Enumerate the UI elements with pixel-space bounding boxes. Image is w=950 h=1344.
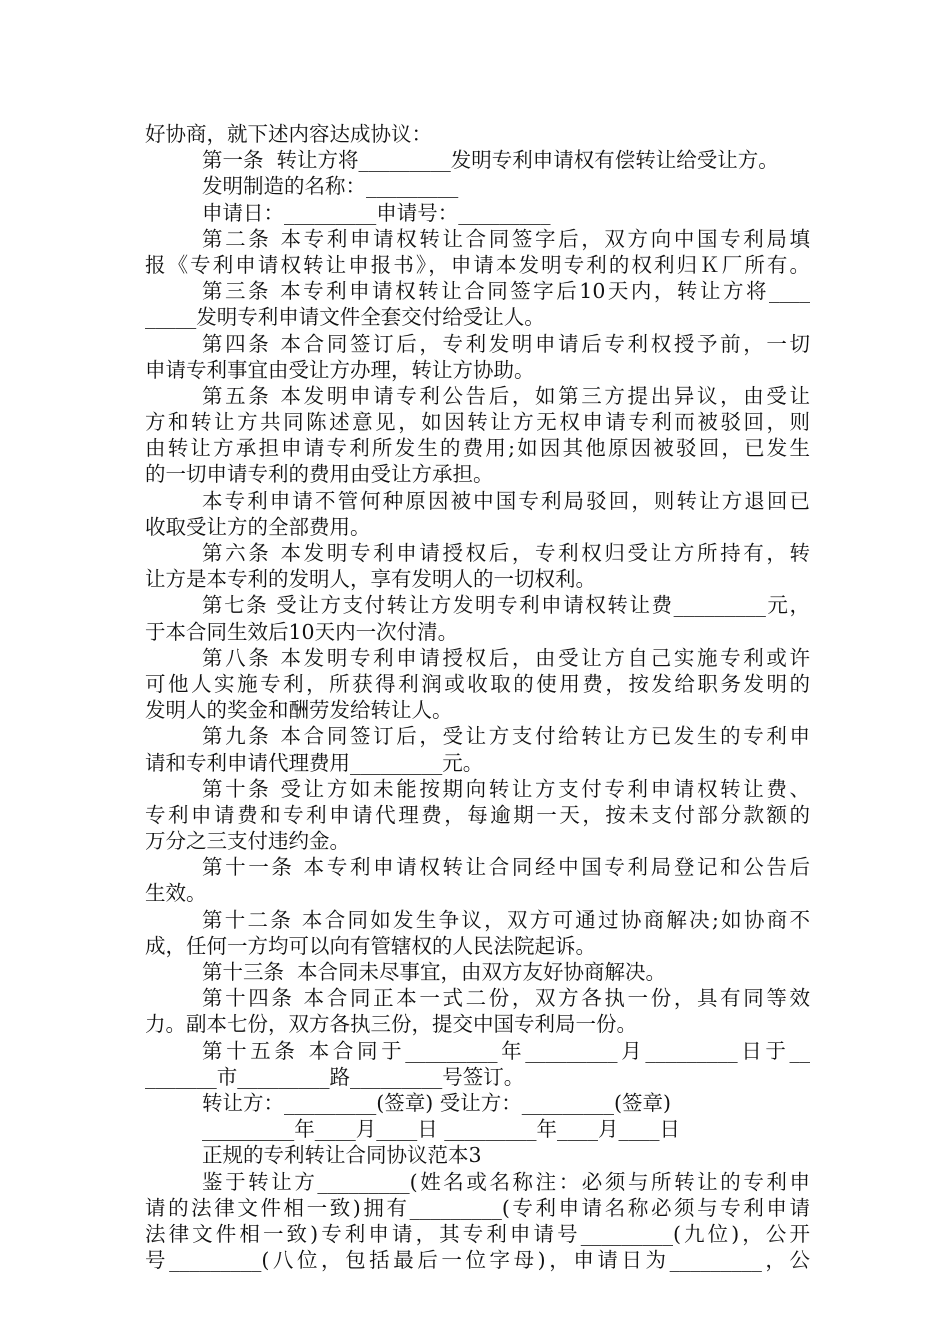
document-line: 第七条 受让方支付转让方发明专利申请权转让费_________元， [202, 593, 810, 618]
document-line: 第八条 本发明专利申请授权后，由受让方自己实施专利或许 [202, 645, 810, 670]
contract-document [145, 121, 810, 1273]
document-line: 第十三条 本合同未尽事宜，由双方友好协商解决。 [202, 960, 667, 984]
document-line: 于本合同生效后10天内一次付清。 [145, 619, 459, 644]
document-line: 第十四条 本合同正本一式二份，双方各执一份，具有同等效 [202, 986, 810, 1011]
document-line: 申请日：_________申请号：_________ [202, 200, 551, 225]
document-line: 申请专利事宜由受让方办理，转让方协助。 [145, 357, 535, 382]
document-line: 正规的专利转让合同协议范本3 [202, 1143, 482, 1168]
document-line: 法律文件相一致)专利申请，其专利申请号_________(九位)，公开 [145, 1221, 810, 1246]
document-line: 发明人的奖金和酬劳发给转让人。 [145, 698, 453, 723]
document-line: _______市_________路_________号签订。 [145, 1064, 525, 1089]
document-line: 力。副本七份，双方各执三份，提交中国专利局一份。 [145, 1012, 637, 1037]
document-line: 可他人实施专利，所获得利润或收取的使用费，按发给职务发明的 [145, 671, 810, 696]
document-line: 报《专利申请权转让申报书》，申请本发明专利的权利归Ｋ厂所有。 [145, 252, 810, 277]
document-line: 由转让方承担申请专利所发生的费用;如因其他原因被驳回，已发生 [145, 436, 810, 461]
document-line: 专利申请费和专利申请代理费，每逾期一天，按未支付部分款额的 [145, 802, 810, 827]
document-line: 第二条 本专利申请权转让合同签字后，双方向中国专利局填 [202, 226, 810, 251]
document-line: 成，任何一方均可以向有管辖权的人民法院起诉。 [145, 933, 596, 958]
document-line: 第十二条 本合同如发生争议，双方可通过协商解决;如协商不 [202, 907, 810, 932]
document-line: 请的法律文件相一致)拥有_________(专利申请名称必须与专利申请 [145, 1195, 810, 1220]
document-line: 第五条 本发明申请专利公告后，如第三方提出异议，由受让 [202, 383, 810, 408]
document-line: 请和专利申请代理费用_________元。 [145, 750, 484, 775]
document-line: 转让方：_________(签章) 受让方：_________(签章) [202, 1090, 672, 1115]
document-line: 鉴于转让方_________(姓名或名称注：必须与所转让的专利申 [202, 1169, 810, 1194]
document-line: 第六条 本发明专利申请授权后，专利权归受让方所持有，转 [202, 541, 810, 565]
document-line: 第三条 本专利申请权转让合同签字后10天内，转让方将____ [202, 279, 810, 304]
document-line: 生效。 [145, 881, 207, 906]
document-line: _________年____月____日 _________年____月____日 [202, 1117, 681, 1142]
document-line: 第十条 受让方如未能按期向转让方支付专利申请权转让费、 [202, 776, 810, 801]
document-line: 收取受让方的全部费用。 [145, 514, 371, 539]
document-line: 方和转让方共同陈述意见，如因转让方无权申请专利而被驳回，则 [145, 410, 810, 435]
document-line: 第十五条 本合同于_________年_________月_________日于__ [202, 1038, 810, 1063]
document-line: _____发明专利申请文件全套交付给受让人。 [145, 305, 545, 330]
document-line: 第四条 本合同签订后，专利发明申请后专利权授予前，一切 [202, 331, 810, 356]
document-line: 让方是本专利的发明人，享有发明人的一切权利。 [145, 567, 596, 592]
document-line: 发明制造的名称：_________ [202, 174, 459, 199]
document-line: 第十一条 本专利申请权转让合同经中国专利局登记和公告后 [202, 855, 810, 880]
document-line: 号_________(八位，包括最后一位字母)，申请日为_________，公 [145, 1248, 810, 1273]
document-line: 第九条 本合同签订后，受让方支付给转让方已发生的专利申 [202, 724, 810, 749]
document-line: 的一切申请专利的费用由受让方承担。 [145, 462, 494, 487]
document-line: 第一条 转让方将_________发明专利申请权有偿转让给受让方。 [202, 148, 779, 173]
document-line: 本专利申请不管何种原因被中国专利局驳回，则转让方退回已 [202, 488, 810, 513]
document-line: 万分之三支付违约金。 [145, 829, 350, 854]
document-line: 好协商，就下述内容达成协议： [145, 122, 432, 146]
